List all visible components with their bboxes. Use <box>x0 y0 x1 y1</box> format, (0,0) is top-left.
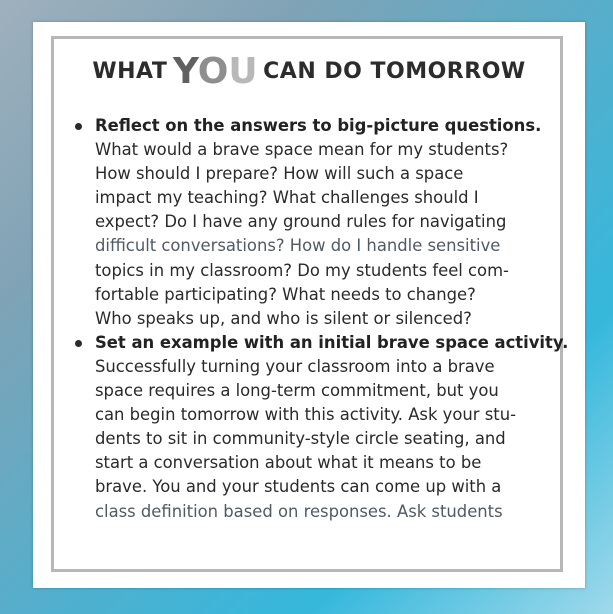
item-line: impact my teaching? What challenges should I <box>95 188 479 208</box>
title-you-u: U <box>228 51 258 92</box>
item-line: fortable participating? What needs to change? <box>95 284 476 304</box>
title-can-do-tomorrow: CAN DO TOMORROW <box>263 59 526 84</box>
item-heading: Reflect on the answers to big-picture questions. <box>95 116 542 135</box>
item-line: class definition based on responses. Ask students <box>95 501 503 521</box>
item-heading: Set an example with an initial brave space activity. <box>95 332 569 352</box>
tip-card <box>33 22 585 588</box>
item-line: can begin tomorrow with this activity. Ask your stu- <box>95 405 517 425</box>
item-line: What would a brave space mean for my students? <box>95 140 509 160</box>
list-item <box>75 331 569 524</box>
item-line: start a conversation about what it means to be <box>95 453 482 473</box>
item-line: difficult conversations? How do I handle sensitive <box>95 236 501 256</box>
bullet-icon <box>75 123 82 130</box>
list-item <box>75 114 542 331</box>
title-you-y: Y <box>172 51 198 92</box>
item-line: dents to sit in community-style circle seating, and <box>95 429 506 449</box>
bullet-icon <box>75 340 82 347</box>
item-line: Successfully turning your classroom into a brave <box>95 356 495 376</box>
title-what: WHAT <box>92 59 168 84</box>
item-line: Who speaks up, and who is silent or silenced? <box>95 308 472 328</box>
title-you-o: O <box>197 51 229 92</box>
card-title <box>33 51 585 92</box>
item-line: How should I prepare? How will such a space <box>95 164 464 184</box>
item-line: topics in my classroom? Do my students feel com- <box>95 260 509 280</box>
item-line: space requires a long-term commitment, but you <box>95 381 499 401</box>
title-you <box>173 51 258 92</box>
item-line: expect? Do I have any ground rules for navigating <box>95 212 507 232</box>
tips-list <box>75 114 569 524</box>
item-line: brave. You and your students can come up with a <box>95 477 502 497</box>
